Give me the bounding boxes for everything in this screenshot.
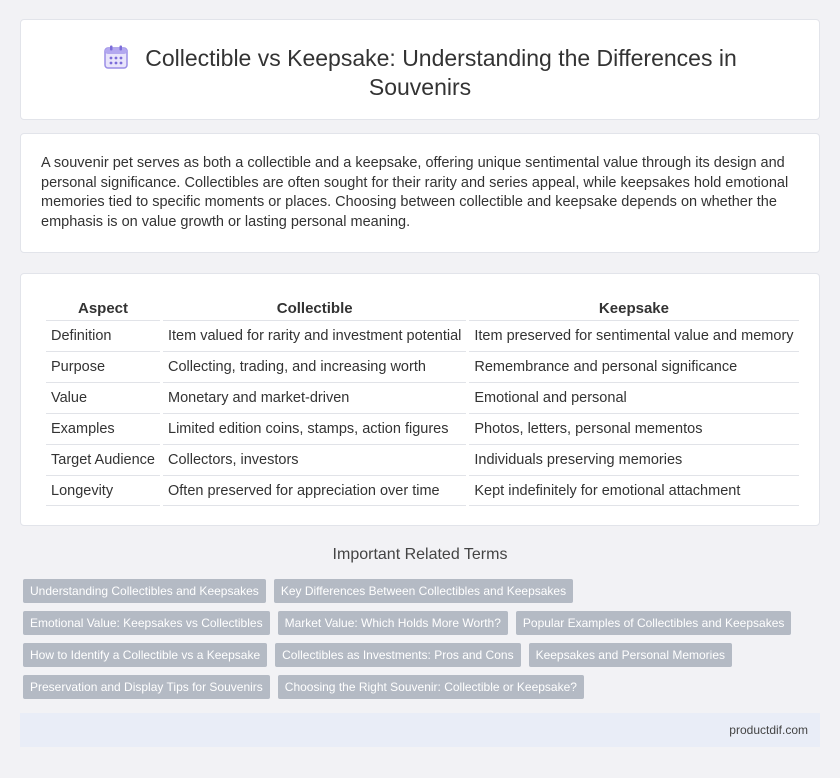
table-cell: Monetary and market-driven	[163, 382, 466, 413]
page-title-row	[61, 44, 779, 102]
related-terms-heading: Important Related Terms	[332, 546, 508, 563]
table-cell: Limited edition coins, stamps, action figures	[163, 413, 466, 444]
column-header-keepsake: Keepsake	[598, 300, 669, 317]
intro-paragraph: A souvenir pet serves as both a collectible and a keepsake, offering unique sentimental value through its design and personal significance. Collectibles are often sought for their rarity and series appeal, while keepsakes hold emotional memories tied to specific moments or places. Choosing between collectible and keepsake depends on whether the emphasis is on value growth or lasting personal meaning.	[41, 155, 789, 230]
table-row	[46, 444, 799, 475]
table-cell: Kept indefinitely for emotional attachment	[469, 475, 798, 506]
related-term-link[interactable]: Keepsakes and Personal Memories	[529, 643, 732, 667]
related-term-link[interactable]: Understanding Collectibles and Keepsakes	[23, 579, 266, 603]
column-header-collectible: Collectible	[276, 300, 353, 317]
table-cell: Target Audience	[46, 444, 160, 475]
tag-row	[23, 675, 803, 699]
related-term-link[interactable]: Choosing the Right Souvenir: Collectible or Keepsake?	[278, 675, 584, 699]
tag-row	[23, 579, 803, 603]
intro-card	[20, 133, 820, 253]
header-card	[20, 19, 820, 120]
table-cell: Item preserved for sentimental value and memory	[469, 320, 798, 351]
related-term-link[interactable]: How to Identify a Collectible vs a Keepsake	[23, 643, 267, 667]
table-cell: Collecting, trading, and increasing worth	[163, 351, 466, 382]
footer-site-name[interactable]: productdif.com	[729, 723, 808, 737]
table-cell: Value	[46, 382, 160, 413]
table-row	[46, 320, 799, 351]
related-term-link[interactable]: Popular Examples of Collectibles and Keepsakes	[516, 611, 791, 635]
table-cell: Collectors, investors	[163, 444, 466, 475]
table-row	[46, 382, 799, 413]
related-term-link[interactable]: Key Differences Between Collectibles and Keepsakes	[274, 579, 573, 603]
table-cell: Item valued for rarity and investment potential	[163, 320, 466, 351]
related-term-link[interactable]: Emotional Value: Keepsakes vs Collectibles	[23, 611, 270, 635]
tag-row	[23, 643, 803, 667]
table-cell: Photos, letters, personal mementos	[469, 413, 798, 444]
table-cell: Examples	[46, 413, 160, 444]
related-terms-list	[23, 579, 803, 707]
page-title: Collectible vs Keepsake: Understanding the Differences in Souvenirs	[145, 45, 737, 100]
table-cell: Remembrance and personal significance	[469, 351, 798, 382]
column-header-aspect: Aspect	[77, 300, 129, 317]
table-row	[46, 351, 799, 382]
footer	[20, 713, 820, 747]
table-cell: Emotional and personal	[469, 382, 798, 413]
related-term-link[interactable]: Collectibles as Investments: Pros and Cons	[275, 643, 520, 667]
table-cell: Longevity	[46, 475, 160, 506]
table-cell: Purpose	[46, 351, 160, 382]
table-header-row	[46, 296, 799, 320]
table-cell: Often preserved for appreciation over time	[163, 475, 466, 506]
table-cell: Definition	[46, 320, 160, 351]
table-cell: Individuals preserving memories	[469, 444, 798, 475]
table-row	[46, 413, 799, 444]
comparison-table-card	[20, 273, 820, 526]
related-term-link[interactable]: Market Value: Which Holds More Worth?	[278, 611, 508, 635]
tag-row	[23, 611, 803, 635]
related-term-link[interactable]: Preservation and Display Tips for Souvenirs	[23, 675, 270, 699]
calendar-icon	[103, 44, 129, 70]
comparison-table	[43, 296, 802, 506]
table-row	[46, 475, 799, 506]
